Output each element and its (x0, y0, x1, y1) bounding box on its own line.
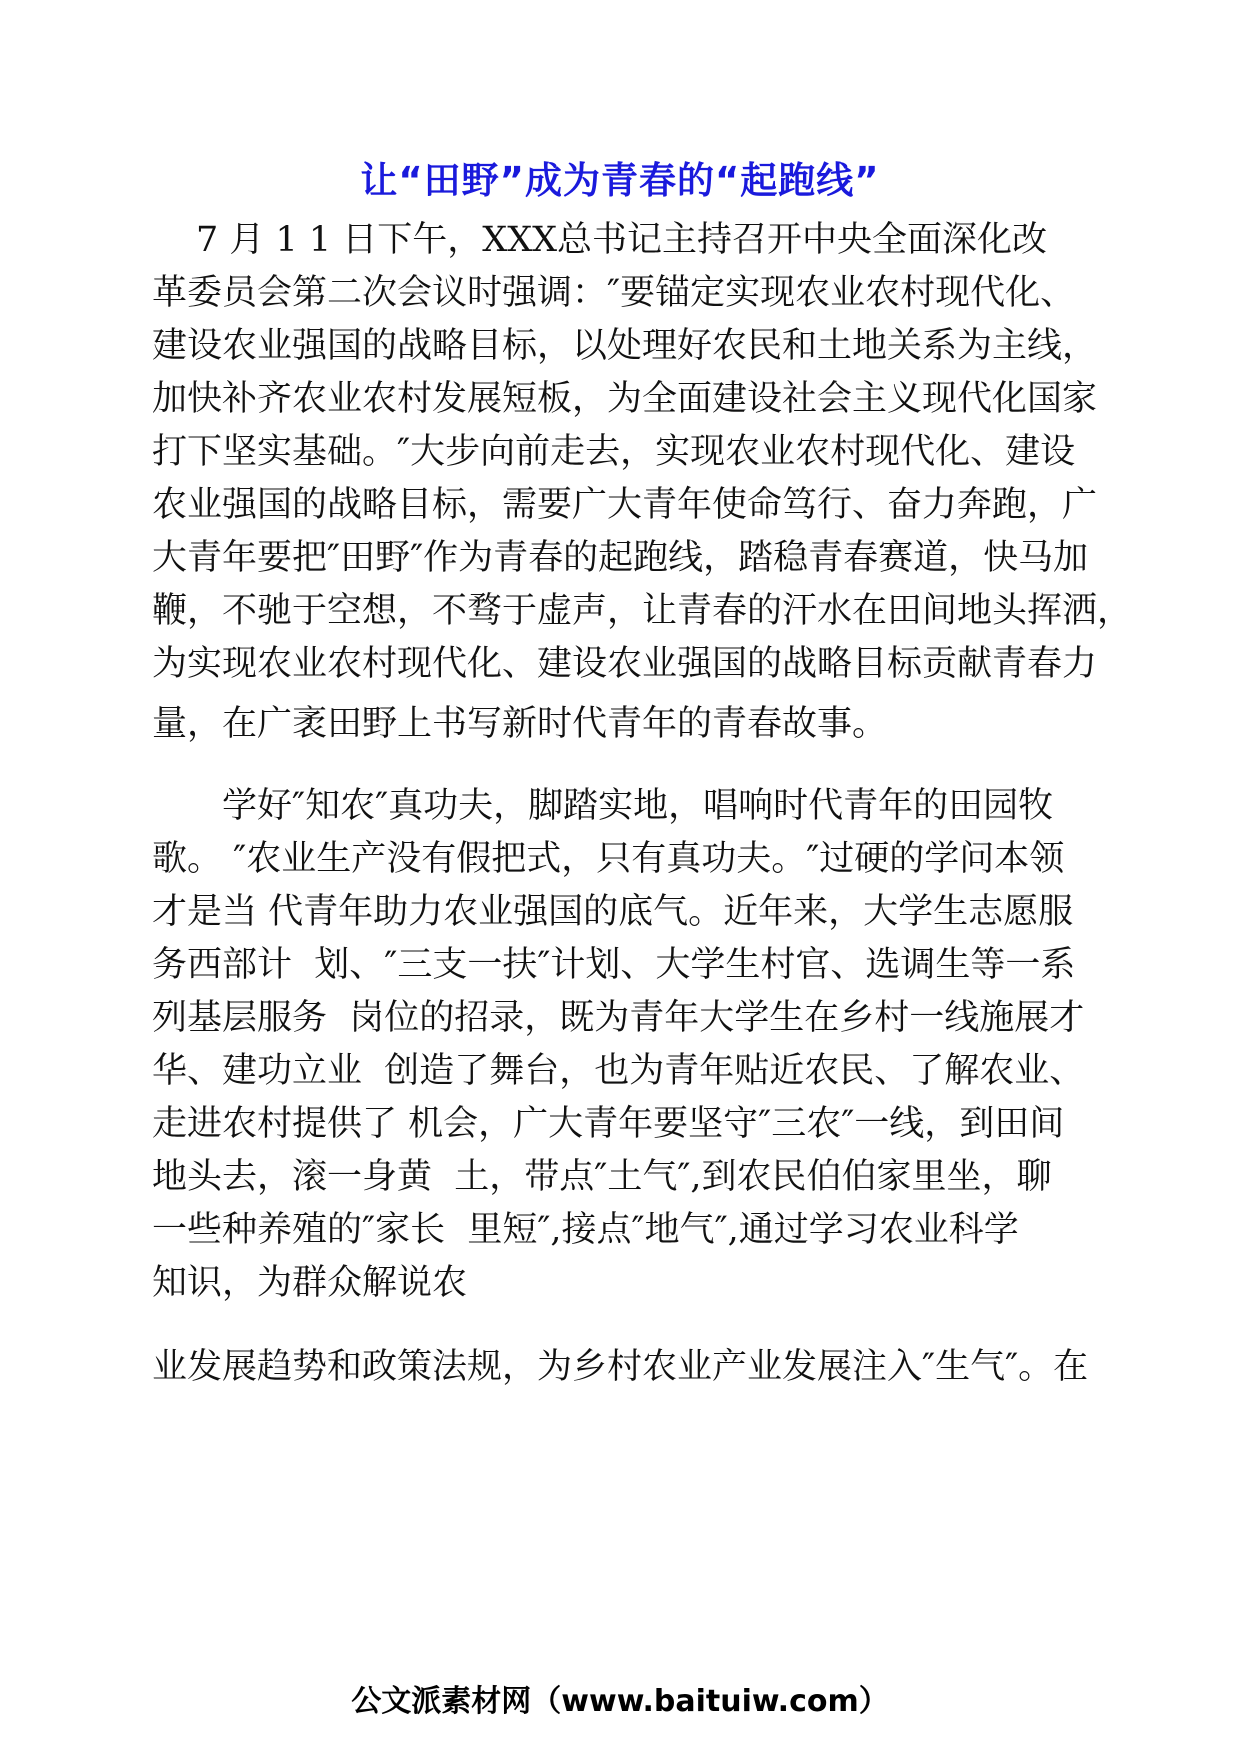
paragraph-line: 才是当 代青年助力农业强国的底气。近年来，大学生志愿服 (152, 892, 1074, 932)
paragraph-line: 务西部计 划、″三支一扶″计划、大学生村官、选调生等一系 (152, 945, 1076, 985)
paragraph-line: 加快补齐农业农村发展短板，为全面建设社会主义现代化国家 (152, 379, 1098, 419)
paragraph-line: 农业强国的战略目标，需要广大青年使命笃行、奋力奔跑，广 (152, 485, 1098, 525)
paragraph-line: 知识，为群众解说农 (152, 1263, 468, 1303)
document-title: 让“田野”成为青春的“起跑线” (360, 159, 880, 202)
paragraph-line: 学好″知农″真功夫，脚踏实地，唱响时代青年的田园牧 (222, 786, 1054, 826)
paragraph-line: 大青年要把″田野″作为青春的起跑线，踏稳青春赛道，快马加 (152, 538, 1089, 578)
paragraph-line: 一些种养殖的″家长 里短″,接点″地气″,通过学习农业科学 (152, 1210, 1019, 1250)
paragraph-line: 业发展趋势和政策法规，为乡村农业产业发展注入″生气″。在 (152, 1347, 1089, 1387)
paragraph-line: 鞭，不驰于空想，不骛于虚声，让青春的汗水在田间地头挥洒， (152, 591, 1133, 631)
paragraph-line: 建设农业强国的战略目标，以处理好农民和土地关系为主线， (152, 326, 1098, 366)
paragraph-line: 列基层服务 岗位的招录，既为青年大学生在乡村一线施展才 (152, 998, 1085, 1038)
paragraph-line: 量，在广袤田野上书写新时代青年的青春故事。 (152, 704, 888, 744)
paragraph-line: 打下坚实基础。″大步向前走去，实现农业农村现代化、建设 (152, 432, 1076, 472)
paragraph-line: 地头去，滚一身黄 土，带点″土气″,到农民伯伯家里坐，聊 (152, 1157, 1052, 1197)
paragraph-line: 歌。 ″农业生产没有假把式，只有真功夫。″过硬的学问本领 (152, 839, 1065, 879)
paragraph-line: 为实现农业农村现代化、建设农业强国的战略目标贡献青春力 (152, 644, 1098, 684)
paragraph-line: 华、建功立业 创造了舞台，也为青年贴近农民、了解农业、 (152, 1051, 1085, 1091)
page-footer: 公文派素材网（www.baituiw.com） (351, 1684, 889, 1719)
paragraph-line: 7 月 1 1 日下午，XXX总书记主持召开中央全面深化改 (196, 220, 1048, 260)
paragraph-line: 走进农村提供了 机会，广大青年要坚守″三农″一线，到田间 (152, 1104, 1065, 1144)
paragraph-line: 革委员会第二次会议时强调：″要锚定实现农业农村现代化、 (152, 273, 1076, 313)
